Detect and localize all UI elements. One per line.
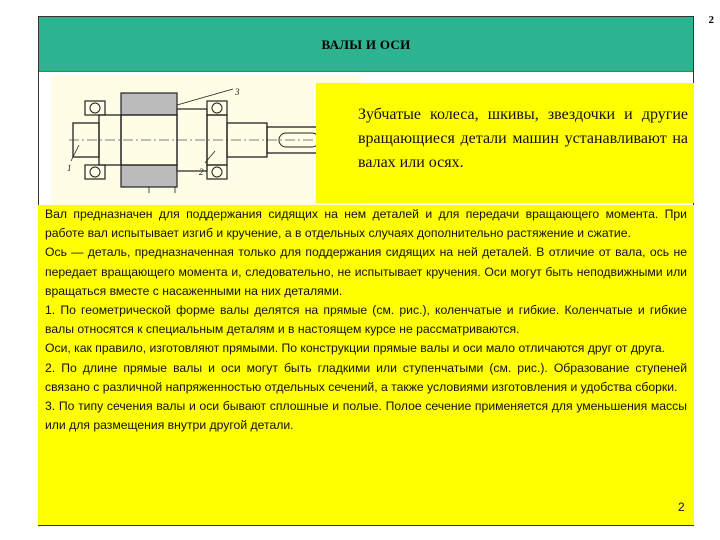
paragraph-length: 2. По длине прямые валы и оси могут быть гладкими или ступенчатыми (см. рис.). Образование ступеней связано с различной напряженностью отдельных сечений, а также условиями изготовления и удобства сборки. (45, 360, 687, 394)
slide-title: ВАЛЫ И ОСИ (321, 37, 411, 52)
paragraph-axle: Ось — деталь, предназначенная только для поддержания сидящих на ней деталей. В отличие от вала, ось не передает вращающего момента и, следовательно, не испытывает кручения. Оси могут быть неподвижными или вращаться вместе с насаженными на них деталями. (45, 245, 687, 298)
footer-page-number: 2 (678, 500, 685, 514)
shaft-figure-panel (51, 75, 361, 205)
body-text (45, 205, 687, 435)
figure-label-2: 2 (199, 167, 204, 177)
paragraph-shape: 1. По геометрической форме валы делятся на прямые (см. рис.), коленчатые и гибкие. Коленчатые и гибкие валы относятся к специальным деталям и в настоящем курсе не рассматриваются. (45, 303, 687, 337)
paragraph-axles-straight: Оси, как правило, изготовляют прямыми. По конструкции прямые валы и оси мало отличаются друг от друга. (45, 341, 666, 356)
lead-text: Зубчатые колеса, шкивы, звездочки и другие вращающиеся детали машин устанавливают на валах или осях. (358, 106, 688, 171)
paragraph-section: 3. По типу сечения валы и оси бывают сплошные и полые. Полое сечение применяется для уменьшения массы или для размещения внутри другой детали. (45, 399, 687, 433)
page-number: 2 (708, 14, 714, 26)
shaft-drawing (65, 85, 347, 195)
title-divider (39, 71, 693, 72)
figure-label-3: 3 (235, 87, 240, 97)
paragraph-shaft: Вал предназначен для поддержания сидящих на нем деталей и для передачи вращающего момента. При работе вал испытывает изгиб и кручение, а в отдельных случаях дополнительно растяжение и сжатие. (45, 207, 687, 241)
figure-label-1: 1 (67, 163, 72, 173)
